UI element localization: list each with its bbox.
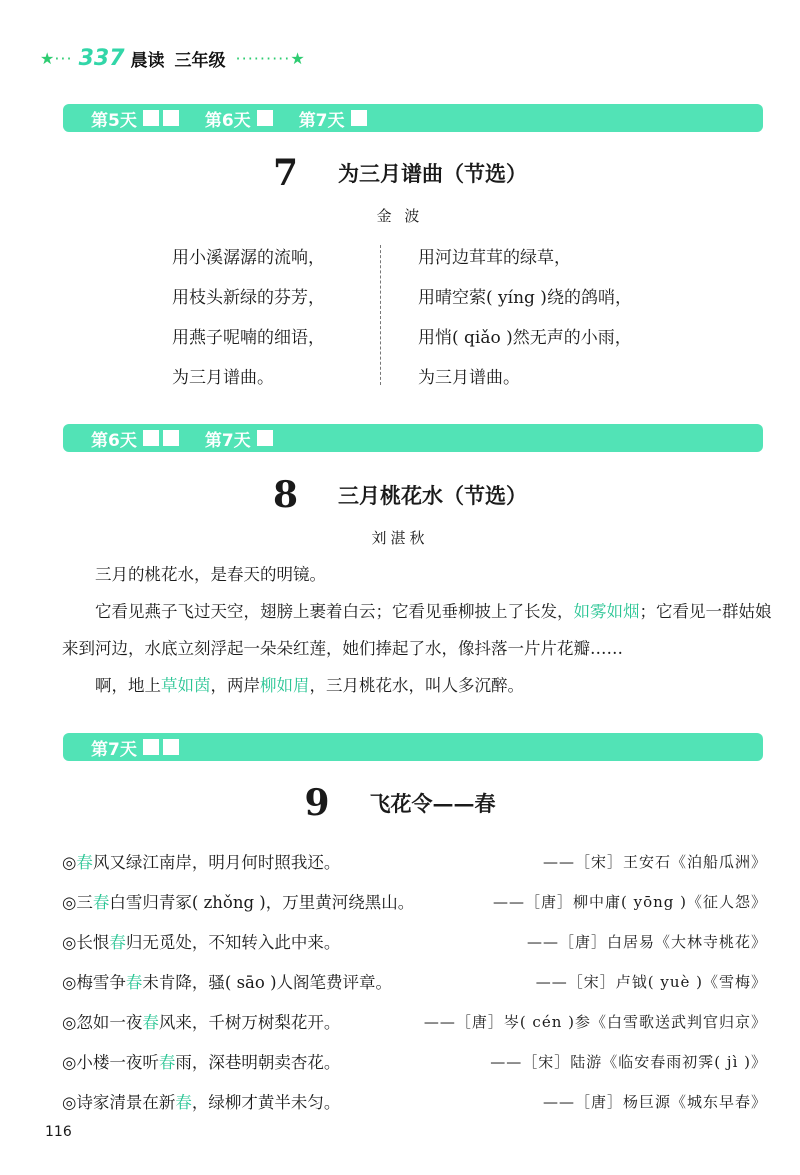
paragraph (62, 556, 772, 593)
verse-post: 雨，深巷明朝卖杏花。 (175, 1053, 341, 1072)
text: 三月的桃花水，是春天的明镜。 (95, 565, 326, 584)
verse-line (62, 1045, 767, 1077)
verse-post: 归无觅处，不知转入此中来。 (125, 933, 341, 952)
day-marker (91, 735, 183, 760)
verse (62, 889, 414, 913)
verse-post: 未肯降，骚( sāo )人阁笔费评章。 (142, 973, 393, 992)
checkbox-icon[interactable] (163, 739, 179, 755)
checkbox-icon[interactable] (143, 739, 159, 755)
verse-source: ——［唐］杨巨源《城东早春》 (542, 1092, 767, 1111)
day-marker (205, 426, 277, 451)
author: 金 波 (376, 207, 424, 225)
verse-pre: ◎诗家清景在新 (62, 1093, 176, 1112)
author: 刘湛秋 (371, 529, 429, 547)
day-bar-2 (63, 424, 763, 452)
verse-pre: ◎ (62, 853, 77, 872)
verse-line (62, 925, 767, 957)
checkbox-icon[interactable] (163, 110, 179, 126)
highlight-char: 春 (125, 973, 143, 992)
highlight-phrase: 草如茵 (161, 676, 211, 695)
section-number: 8 (272, 474, 299, 516)
header-title: 晨读 (130, 50, 165, 71)
day-label: 第7天 (91, 739, 137, 760)
header-grade: 三年级 (174, 50, 226, 71)
verse-pre: ◎忽如一夜 (62, 1013, 143, 1032)
checkbox-icon[interactable] (257, 430, 273, 446)
highlight-char: 春 (175, 1093, 192, 1112)
poem-line: 为三月谱曲。 (418, 368, 520, 388)
verse (62, 1009, 340, 1033)
checkbox-icon[interactable] (257, 110, 273, 126)
paragraph (62, 667, 772, 704)
verse-post: 风来，千树万树梨花开。 (158, 1013, 341, 1032)
checkbox-icon[interactable] (143, 110, 159, 126)
verse-source: ——［唐］白居易《大林寺桃花》 (526, 932, 767, 951)
highlight-char: 春 (109, 933, 126, 952)
verse-line (62, 965, 767, 997)
highlight-phrase: 如雾如烟 (573, 602, 640, 621)
verse (62, 1049, 340, 1073)
verse-post: ，绿柳才黄半未匀。 (191, 1093, 341, 1112)
header-dots-right: ········· (235, 48, 291, 68)
verse (62, 1089, 340, 1113)
text: 它看见燕子飞过天空，翅膀上裹着白云；它看见垂柳披上了长发， (95, 602, 574, 621)
poem-right-column (418, 238, 632, 398)
verse (62, 849, 340, 873)
section-number: 9 (304, 782, 330, 824)
verse-source: ——［宋］卢钺( yuè )《雪梅》 (535, 972, 767, 991)
verse-line (62, 1005, 767, 1037)
day-bar-1 (63, 104, 763, 132)
verse-source: ——［宋］陆游《临安春雨初霁( jì )》 (490, 1052, 767, 1071)
poem-left-column (172, 238, 325, 398)
page-number: 116 (45, 1124, 72, 1140)
day-label: 第6天 (91, 430, 137, 451)
text: 啊，地上 (95, 676, 161, 695)
verse-pre: ◎梅雪争 (62, 973, 126, 992)
verse-line (62, 1085, 767, 1117)
brand-logo: 337 (78, 45, 125, 71)
checkbox-icon[interactable] (143, 430, 159, 446)
poem-line: 用晴空萦( yíng )绕的鸽哨， (418, 288, 632, 308)
section-8-title (0, 474, 800, 516)
text: ，三月桃花水，叫人多沉醉。 (309, 676, 524, 695)
verse-pre: ◎长恨 (62, 933, 110, 952)
section-7-title (0, 152, 800, 194)
verse-pre: ◎小楼一夜听 (62, 1053, 159, 1072)
poem-line: 用枝头新绿的芬芳， (172, 288, 325, 308)
header-dots: ··· (54, 48, 73, 68)
section-number: 7 (272, 152, 299, 194)
poem-line: 用河边茸茸的绿草， (418, 248, 571, 268)
highlight-char: 春 (158, 1053, 176, 1072)
verse-post: 白雪归青冢( zhǒng )，万里黄河绕黑山。 (109, 893, 415, 912)
text: ；它看见一群姑娘来到河边，水底立刻浮起一朵朵红莲，她们捧起了水，像抖落一片片花瓣…… (62, 602, 772, 658)
checkbox-icon[interactable] (351, 110, 367, 126)
highlight-phrase: 柳如眉 (260, 676, 310, 695)
verse-source: ——［唐］岑( cén )参《白雪歌送武判官归京》 (423, 1012, 767, 1031)
day-label: 第7天 (204, 430, 251, 451)
verse-pre: ◎三 (62, 893, 93, 912)
day-label: 第6天 (204, 110, 251, 131)
verse-post: 风又绿江南岸，明月何时照我还。 (92, 853, 341, 872)
day-label: 第5天 (91, 110, 137, 131)
verse (62, 969, 392, 993)
paragraph (62, 593, 772, 667)
verse-line (62, 885, 767, 917)
poem-line: 用燕子呢喃的细语， (172, 328, 325, 348)
day-marker (299, 106, 371, 131)
dashed-divider (380, 245, 381, 385)
poem-line: 用悄( qiǎo )然无声的小雨， (418, 328, 632, 348)
section-title: 为三月谱曲（节选） (338, 161, 528, 186)
section-title: 飞花令——春 (369, 791, 496, 816)
highlight-char: 春 (92, 893, 110, 912)
text: ，两岸 (210, 676, 260, 695)
highlight-char: 春 (142, 1013, 159, 1032)
section-9-title (0, 782, 800, 824)
star-icon: ★ (40, 48, 55, 68)
day-marker (91, 426, 183, 451)
day-bar-3 (63, 733, 763, 761)
prose-text (62, 556, 772, 704)
poem-line: 为三月谱曲。 (172, 368, 274, 388)
poem-line: 用小溪潺潺的流响， (172, 248, 325, 268)
star-icon-right: ★ (290, 48, 305, 68)
verse-line (62, 845, 767, 877)
verse-source: ——［宋］王安石《泊船瓜洲》 (542, 852, 767, 871)
verse (62, 929, 340, 953)
checkbox-icon[interactable] (163, 430, 179, 446)
highlight-char: 春 (76, 853, 93, 872)
section-title: 三月桃花水（节选） (338, 483, 528, 508)
day-label: 第7天 (298, 110, 345, 131)
day-marker (205, 106, 277, 131)
day-marker (91, 106, 183, 131)
verse-source: ——［唐］柳中庸( yōng )《征人怨》 (492, 892, 767, 911)
running-header (40, 45, 305, 71)
